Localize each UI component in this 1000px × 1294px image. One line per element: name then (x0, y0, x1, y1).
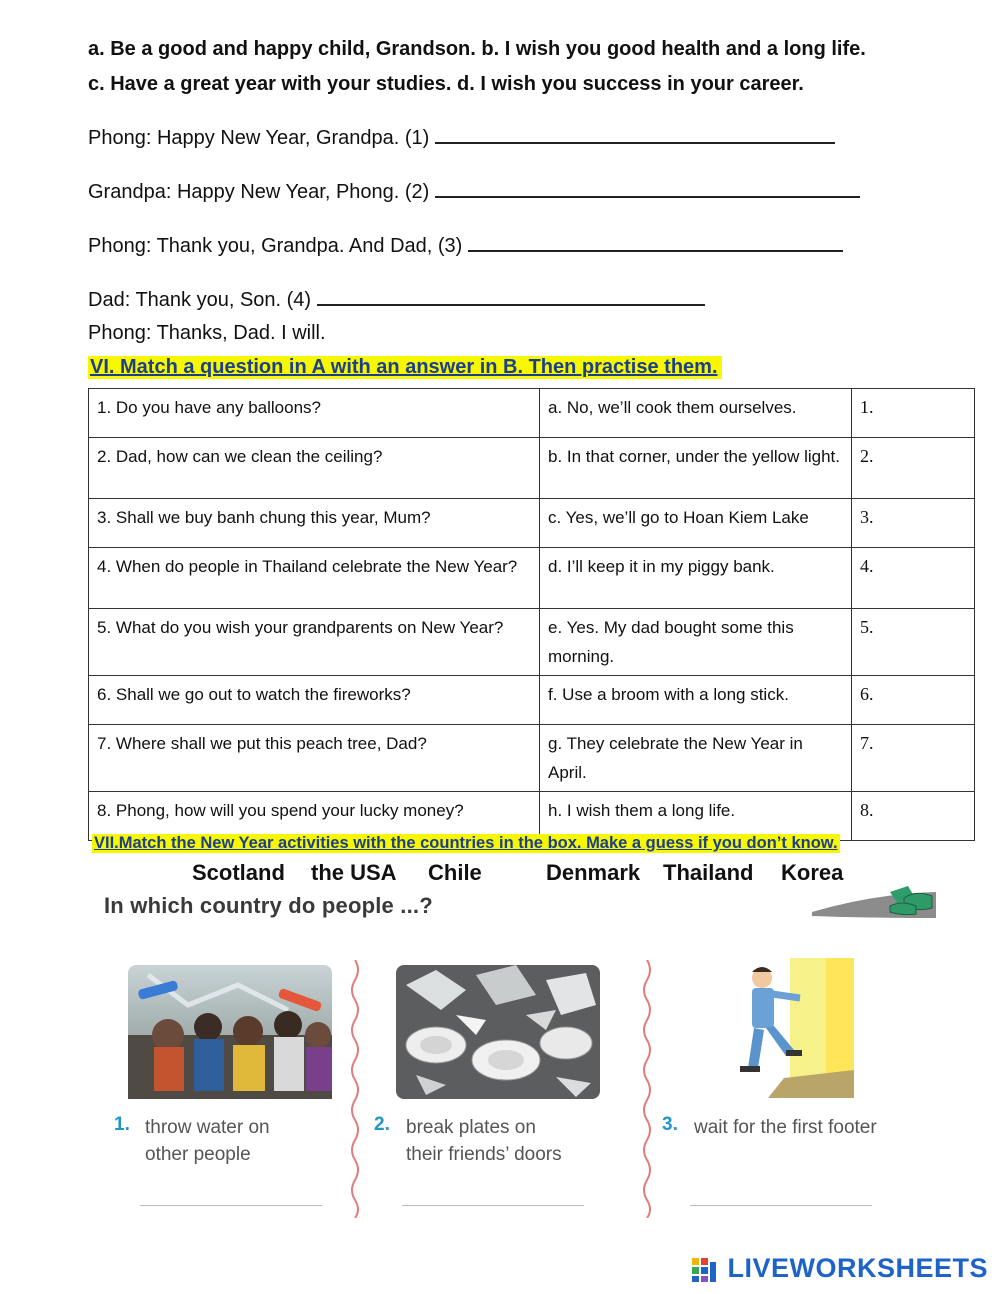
number-cell[interactable]: 7. (852, 725, 975, 792)
answer-blank-4[interactable] (317, 288, 705, 306)
answer-cell: h. I wish them a long life. (540, 792, 852, 841)
section-7-title: VII.Match the New Year activities with the countries in the box. Make a guess if you don’t know. (94, 834, 838, 852)
question-cell: 3. Shall we buy banh chung this year, Mum? (89, 499, 540, 548)
answer-cell: e. Yes. My dad bought some this morning. (540, 609, 852, 676)
country-chile: Chile (428, 860, 482, 885)
table-row (89, 389, 975, 438)
number-cell[interactable]: 8. (852, 792, 975, 841)
question-cell: 5. What do you wish your grandparents on New Year? (89, 609, 540, 676)
dialogue-line-5: Phong: Thanks, Dad. I will. (88, 322, 326, 344)
question-cell: 6. Shall we go out to watch the fireworks? (89, 676, 540, 725)
options-line-1: a. Be a good and happy child, Grandson. b. I wish you good health and a long life. (88, 38, 866, 60)
number-cell[interactable]: 1. (852, 389, 975, 438)
options-line-2: c. Have a great year with your studies. d. I wish you success in your career. (88, 73, 804, 95)
dialogue-line-3: Phong: Thank you, Grandpa. And Dad, (3) (88, 234, 843, 258)
answer-cell: d. I’ll keep it in my piggy bank. (540, 548, 852, 609)
question-cell: 4. When do people in Thailand celebrate the New Year? (89, 548, 540, 609)
question-cell: 8. Phong, how will you spend your lucky money? (89, 792, 540, 841)
question-cell: 1. Do you have any balloons? (89, 389, 540, 438)
country-denmark: Denmark (546, 860, 641, 885)
dialogue-line-1: Phong: Happy New Year, Grandpa. (1) (88, 126, 835, 150)
answer-blank-1[interactable] (435, 126, 835, 144)
dialogue-line-2: Grandpa: Happy New Year, Phong. (2) (88, 180, 860, 204)
wavy-divider (640, 960, 654, 1218)
broken-plates-photo (396, 965, 600, 1099)
liveworksheets-logo-icon (692, 1258, 718, 1282)
answer-cell: f. Use a broom with a long stick. (540, 676, 852, 725)
table-row (89, 609, 975, 676)
question-cell: 7. Where shall we put this peach tree, Dad? (89, 725, 540, 792)
number-cell[interactable]: 4. (852, 548, 975, 609)
matching-table (88, 388, 975, 841)
number-cell[interactable]: 6. (852, 676, 975, 725)
liveworksheets-logo-text: LIVEWORKSHEETS (727, 1253, 988, 1283)
country-scotland: Scotland (192, 860, 285, 885)
activity-answer-line-3[interactable] (690, 1205, 872, 1206)
table-row (89, 676, 975, 725)
answer-cell: a. No, we’ll cook them ourselves. (540, 389, 852, 438)
dialogue-line-4: Dad: Thank you, Son. (4) (88, 288, 705, 312)
question-cell: 2. Dad, how can we clean the ceiling? (89, 438, 540, 499)
table-row (89, 438, 975, 499)
answer-cell: b. In that corner, under the yellow light. (540, 438, 852, 499)
section-6-title: VI. Match a question in A with an answer in B. Then practise them. (88, 356, 722, 379)
activity-question-heading: In which country do people ...? (104, 893, 433, 918)
activity-answer-line-1[interactable] (140, 1205, 322, 1206)
answer-cell: c. Yes, we’ll go to Hoan Kiem Lake (540, 499, 852, 548)
country-usa: the USA (311, 860, 397, 885)
country-thailand: Thailand (663, 860, 754, 885)
wavy-divider (348, 960, 362, 1218)
character-feet-icon (812, 884, 936, 920)
first-footer-illustration (728, 958, 854, 1098)
table-row (89, 499, 975, 548)
country-korea: Korea (781, 860, 844, 885)
answer-cell: g. They celebrate the New Year in April. (540, 725, 852, 792)
number-cell[interactable]: 3. (852, 499, 975, 548)
table-row (89, 548, 975, 609)
water-festival-photo (128, 965, 332, 1099)
number-cell[interactable]: 2. (852, 438, 975, 499)
answer-blank-3[interactable] (468, 234, 843, 252)
number-cell[interactable]: 5. (852, 609, 975, 676)
answer-blank-2[interactable] (435, 180, 860, 198)
activity-answer-line-2[interactable] (402, 1205, 584, 1206)
table-row (89, 725, 975, 792)
